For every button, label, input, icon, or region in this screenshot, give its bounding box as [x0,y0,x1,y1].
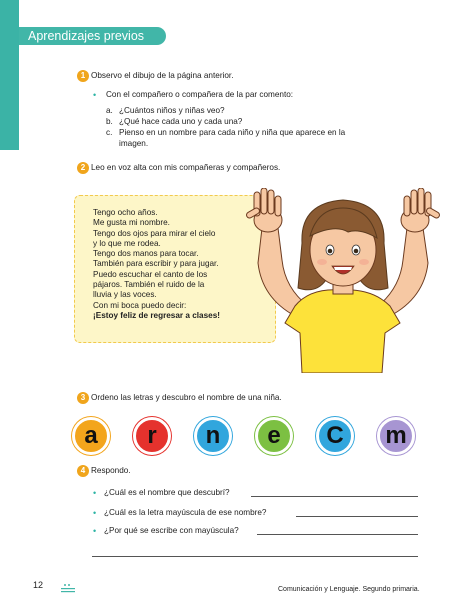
reading-line: Puedo escuchar el canto de los [93,269,208,279]
activity-2-title: Leo en voz alta con mis compañeras y compañeros. [91,163,281,172]
item-c-label: c. [106,128,113,137]
activity-number-4: 4 [77,465,89,477]
item-b-label: b. [106,117,113,126]
reading-line: Tengo ocho años. [93,208,158,217]
bullet-icon: • [93,488,97,498]
activity-number-3: 3 [77,392,89,404]
letter-circle: e [255,417,293,455]
page-number: 12 [33,580,44,590]
reading-line: Tengo dos manos para tocar. [93,249,199,259]
item-a-label: a. [106,106,113,115]
book-icon [60,583,76,593]
letter-circle: r [133,417,171,455]
answer-line-3[interactable] [257,534,418,535]
reading-line-bold: ¡Estoy feliz de regresar a clases! [93,310,220,320]
reading-line: Me gusta mi nombre. [93,218,170,228]
letter-circle: n [194,417,232,455]
letter-circle: C [316,417,354,455]
item-a-text: ¿Cuántos niños y niñas veo? [119,106,225,115]
bullet-icon: • [93,90,97,100]
answer-line-4[interactable] [92,556,418,557]
reading-line: pájaros. También el ruido de la [93,280,205,290]
activity-1-bullet: Con el compañero o compañera de la par comento: [106,90,294,99]
answer-line-2[interactable] [296,516,418,517]
question-2: ¿Cuál es la letra mayúscula de ese nombre? [104,508,267,517]
item-c-text: Pienso en un nombre para cada niño y niña que aparece en la [119,128,346,137]
side-accent-bar [0,0,19,150]
reading-text [93,208,220,321]
reading-line: También para escribir y para jugar. [93,259,219,269]
activity-3-title: Ordeno las letras y descubro el nombre de una niña. [91,393,282,402]
question-1: ¿Cuál es el nombre que descubrí? [104,488,230,497]
girl-illustration [240,188,445,373]
answer-line-1[interactable] [251,496,418,497]
activity-number-1: 1 [77,70,89,82]
activity-4-title: Respondo. [91,466,131,475]
letter-circles [72,417,422,457]
activity-number-2: 2 [77,162,89,174]
item-b-text: ¿Qué hace cada uno y cada una? [119,117,243,126]
reading-line: Con mi boca puedo decir: [93,300,187,310]
bullet-icon: • [93,526,97,536]
reading-line: Tengo dos ojos para mirar el cielo [93,228,216,238]
section-title: Aprendizajes previos [28,29,145,43]
item-c-text-cont: imagen. [119,139,149,148]
reading-line: y lo que me rodea. [93,238,161,248]
letter-circle: m [377,417,415,455]
reading-line: lluvia y las voces. [93,290,157,300]
bullet-icon: • [93,508,97,518]
question-3: ¿Por qué se escribe con mayúscula? [104,526,239,535]
book-title: Comunicación y Lenguaje. Segundo primaria. [278,586,420,593]
letter-circle: a [72,417,110,455]
activity-1-title: Observo el dibujo de la página anterior. [91,71,234,80]
